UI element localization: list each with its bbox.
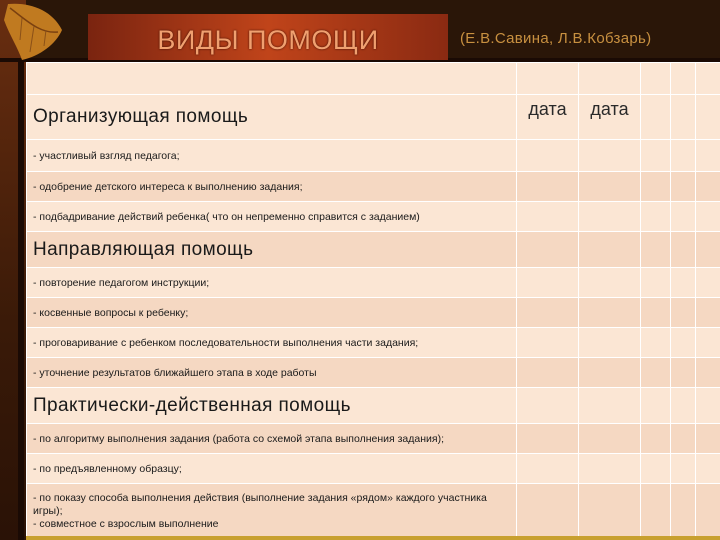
page-title: ВИДЫ ПОМОЩИ bbox=[157, 25, 379, 55]
table-row bbox=[27, 484, 720, 540]
help-item: - совместное с взрослым выполнение bbox=[33, 518, 219, 530]
table-header-row bbox=[27, 63, 720, 95]
help-item: - участливый взгляд педагога; bbox=[27, 140, 517, 172]
help-item: - по предъявленному образцу; bbox=[27, 454, 517, 484]
help-item: - по показу способа выполнения действия (выполнение задания «рядом» каждого участника игры); bbox=[33, 492, 487, 517]
section-row bbox=[27, 388, 720, 424]
table-row bbox=[27, 358, 720, 388]
help-item: - уточнение результатов ближайшего этапа в ходе работы bbox=[27, 358, 517, 388]
help-item: - по алгоритму выполнения задания (работа со схемой этапа выполнения задания); bbox=[27, 424, 517, 454]
help-item: - косвенные вопросы к ребенку; bbox=[27, 298, 517, 328]
help-item: - подбадривание действий ребенка( что он непременно справится с заданием) bbox=[27, 202, 517, 232]
left-divider bbox=[18, 62, 24, 540]
table-row bbox=[27, 328, 720, 358]
table-row bbox=[27, 424, 720, 454]
section-row bbox=[27, 95, 720, 140]
table-row bbox=[27, 268, 720, 298]
bottom-accent-line bbox=[26, 536, 720, 540]
table-row bbox=[27, 298, 720, 328]
section-row bbox=[27, 232, 720, 268]
table-row bbox=[27, 202, 720, 232]
table-row bbox=[27, 454, 720, 484]
table-row bbox=[27, 172, 720, 202]
date-column-header: дата bbox=[517, 95, 579, 140]
section-title: Практически-действенная помощь bbox=[27, 388, 517, 424]
autumn-leaf-icon bbox=[0, 0, 72, 64]
help-item: - повторение педагогом инструкции; bbox=[27, 268, 517, 298]
authors-label: (Е.В.Савина, Л.В.Кобзарь) bbox=[460, 30, 652, 47]
table-row bbox=[27, 140, 720, 172]
section-title: Организующая помощь bbox=[27, 95, 517, 140]
section-title: Направляющая помощь bbox=[27, 232, 517, 268]
date-column-header: дата bbox=[579, 95, 641, 140]
help-types-table bbox=[26, 62, 720, 540]
help-item: - проговаривание с ребенком последовательности выполнения части задания; bbox=[27, 328, 517, 358]
title-banner bbox=[88, 14, 448, 60]
help-item: - одобрение детского интереса к выполнению задания; bbox=[27, 172, 517, 202]
